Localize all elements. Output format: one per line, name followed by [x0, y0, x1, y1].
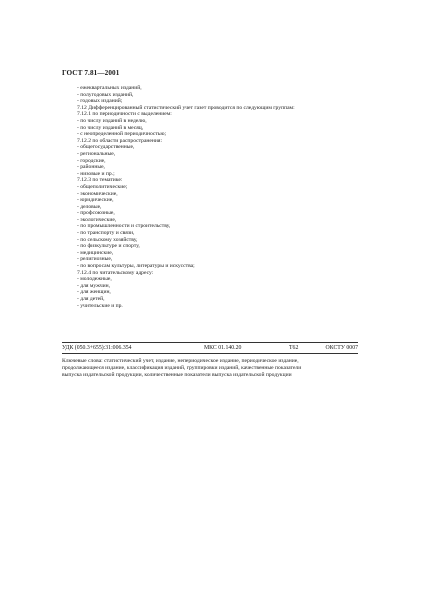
body-line: - юридические, [77, 197, 114, 204]
body-text [77, 85, 367, 309]
body-line: 7.12 Дифференцированный статистический учет газет проводится по следующим группам: [77, 104, 295, 111]
body-line: - ежеквартальных изданий, [77, 85, 142, 91]
body-line: 7.12.1 по периодичности с выделением: [77, 111, 172, 118]
body-line: - по сельскому хозяйству, [77, 236, 138, 243]
body-line: - для женщин, [77, 289, 111, 296]
body-line: - с неопределенной периодичностью; [77, 131, 167, 138]
body-line: 7.12.2 по области распространения: [77, 137, 163, 144]
udc-code: УДК (050.3+655):31:006.354 [62, 345, 132, 351]
body-line: - религиозные, [77, 256, 113, 263]
footer-rule-bottom [62, 353, 358, 354]
body-line: - районные, [77, 164, 105, 171]
page-header-standard-number: ГОСТ 7.81—2001 [62, 69, 120, 77]
t62-code: Т62 [289, 345, 299, 351]
body-line: - по транспорту и связи, [77, 230, 135, 237]
body-line: - общегосударственные, [77, 144, 135, 151]
body-line: - по промышленности и строительству, [77, 223, 171, 230]
mks-code: МКС 01.140.20 [204, 345, 242, 351]
body-line: 7.12.4 по читательскому адресу: [77, 269, 154, 276]
keywords-line: продолжающееся издание, классификация изданий, группировки изданий, качественные показатели [62, 365, 302, 371]
body-line: - региональные, [77, 150, 116, 157]
body-line: - профсоюзные, [77, 210, 115, 217]
body-line: - низовые и пр.; [77, 170, 115, 177]
body-line: - учительские и пр. [77, 302, 123, 309]
body-line: 7.12.3 по тематике: [77, 177, 123, 184]
body-line: - для мужчин, [77, 282, 111, 289]
body-line: - полугодовых изданий, [77, 91, 134, 98]
body-line: - общеполитические; [77, 183, 128, 190]
body-line: - по числу изданий в неделю, [77, 117, 147, 124]
body-line: - медицинские, [77, 249, 114, 256]
keywords-line: Ключевые слова: статистический учет, издание, непериодическое издание, периодическое издание, [62, 358, 299, 364]
body-line: - годовых изданий; [77, 98, 123, 105]
body-line: - для детей, [77, 296, 105, 302]
footer-rule-top [62, 342, 358, 343]
keywords-line: выпуска издательской продукции, количественные показатели выпуска издательской продукции [62, 372, 292, 378]
body-line: - по физкультуре и спорту, [77, 243, 140, 250]
body-line: - городские, [77, 157, 106, 164]
body-line: - экологические, [77, 216, 117, 223]
body-line: - экономические, [77, 190, 118, 197]
body-line: - молодежные, [77, 276, 112, 283]
keywords-block [62, 358, 362, 379]
body-line: - деловые, [77, 203, 102, 210]
okstu-code: ОКСТУ 0007 [325, 345, 358, 351]
body-line: - по числу изданий в месяц, [77, 124, 144, 131]
body-line: - по вопросам культуры, литературы и искусства; [77, 263, 195, 270]
